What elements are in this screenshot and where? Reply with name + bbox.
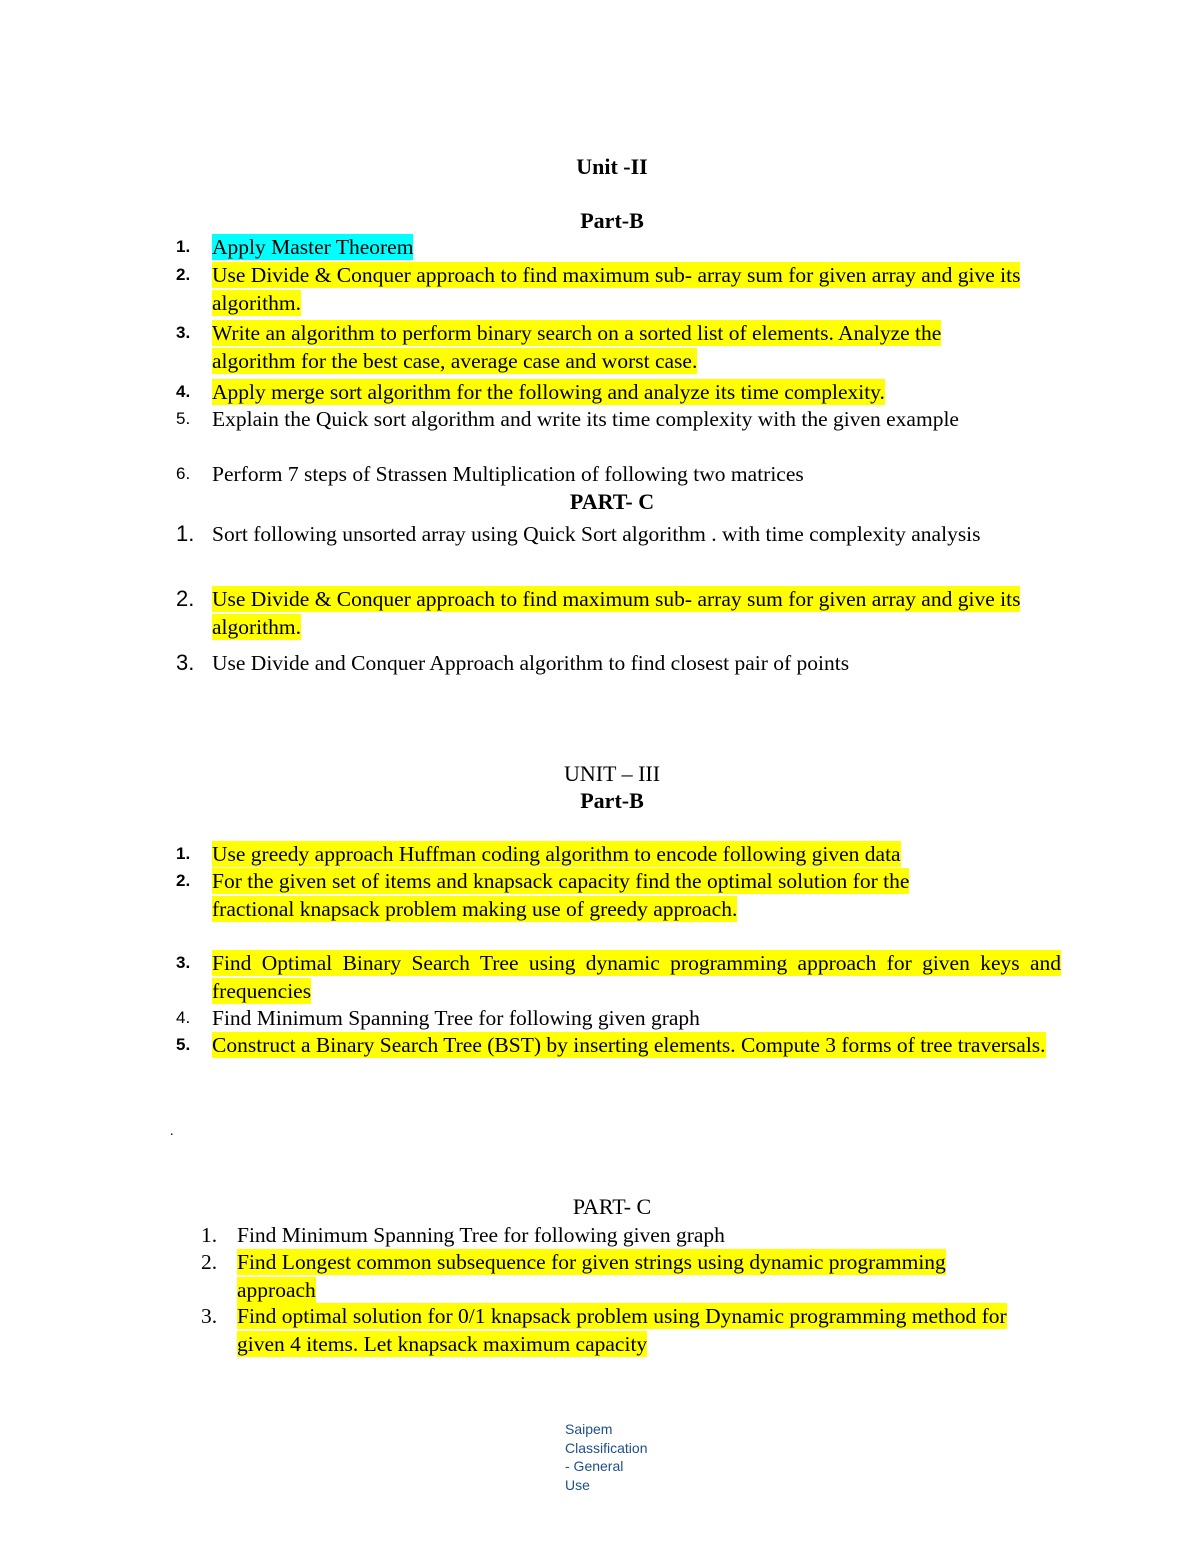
item-number: 6.: [176, 464, 191, 483]
item-text: Sort following unsorted array using Quick Sort algorithm . with time complexity analysis: [212, 522, 981, 546]
item-number: 1.: [176, 521, 195, 546]
item-text: Write an algorithm to perform binary search on a sorted list of elements. Analyze the algorithm for the best case, average case and worst case.: [212, 321, 942, 373]
item-text: Find Minimum Spanning Tree for following given graph: [237, 1223, 725, 1247]
item-text: Find Optimal Binary Search Tree using dynamic programming approach for given keys and frequencies: [212, 951, 1061, 1003]
item-text: Perform 7 steps of Strassen Multiplication of following two matrices: [212, 462, 804, 486]
item-number: 5.: [176, 409, 191, 428]
item-text: Apply merge sort algorithm for the following and analyze its time complexity.: [212, 380, 885, 404]
item-number: 3.: [176, 953, 191, 972]
item-text: Use greedy approach Huffman coding algorithm to encode following given data: [212, 842, 901, 866]
item-number: 1.: [201, 1223, 218, 1247]
item-number: 4.: [176, 1008, 191, 1027]
item-text: Construct a Binary Search Tree (BST) by inserting elements. Compute 3 forms of tree traversals.: [212, 1033, 1046, 1057]
item-text: Apply Master Theorem: [212, 235, 414, 259]
unit3-partb-title: Part-B: [580, 788, 644, 813]
unit2-partc-title: PART- C: [569, 489, 655, 514]
item-text: Find Minimum Spanning Tree for following given graph: [212, 1006, 700, 1030]
stray-dot: .: [170, 1124, 174, 1139]
item-text: Find optimal solution for 0/1 knapsack problem using Dynamic programming method for given 4 items. Let knapsack maximum capacity: [237, 1304, 1007, 1356]
item-number: 2.: [176, 265, 191, 284]
item-number: 3.: [176, 650, 195, 675]
item-number: 3.: [201, 1304, 218, 1328]
item-text: Use Divide and Conquer Approach algorithm to find closest pair of points: [212, 651, 850, 675]
item-number: 1.: [176, 844, 191, 863]
item-number: 4.: [176, 382, 191, 401]
item-number: 5.: [176, 1035, 191, 1054]
item-number: 2.: [176, 586, 195, 611]
item-number: 2.: [176, 871, 191, 890]
item-text: Explain the Quick sort algorithm and write its time complexity with the given example: [212, 407, 959, 431]
unit3-title: UNIT – III: [563, 761, 661, 786]
item-number: 1.: [176, 237, 191, 256]
item-text: For the given set of items and knapsack capacity find the optimal solution for the fractional knapsack problem making use of greedy approach.: [212, 869, 910, 921]
unit3-partc-title: PART- C: [572, 1194, 652, 1219]
item-text: Find Longest common subsequence for given strings using dynamic programming approach: [237, 1250, 946, 1302]
item-number: 3.: [176, 323, 191, 342]
unit2-partb-title: Part-B: [580, 208, 644, 233]
item-text: Use Divide & Conquer approach to find maximum sub- array sum for given array and give its algorithm.: [212, 263, 1021, 315]
classification-label: Saipem Classification - General Use: [565, 1421, 648, 1493]
item-text: Use Divide & Conquer approach to find maximum sub- array sum for given array and give its algorithm.: [212, 587, 1021, 639]
item-number: 2.: [201, 1250, 218, 1274]
unit2-title: Unit -II: [576, 154, 648, 179]
